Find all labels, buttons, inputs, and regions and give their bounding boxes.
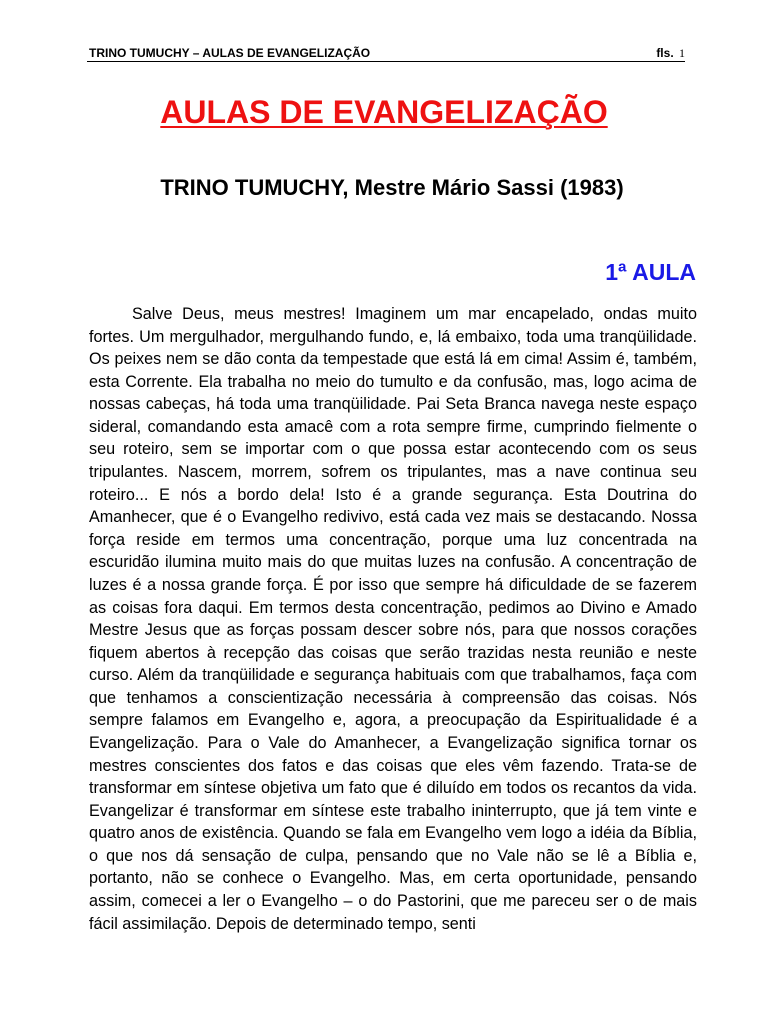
lesson-heading: 1ª AULA	[605, 259, 696, 285]
body-paragraph: Salve Deus, meus mestres! Imaginem um mar encapelado, ondas muito fortes. Um mergulhador, mergulhando fundo, e, lá embaixo, toda uma tranqüilidade. Os peixes nem se dão conta da tempestade que está lá em cima! Assim é, também, esta Corrente. Ela trabalha no meio do tumulto e da confusão, mas, logo acima de nossas cabeças, há toda uma tranqüilidade. Pai Seta Branca navega neste espaço sideral, comandando esta amacê com a rota sempre firme, cumprindo fielmente o seu roteiro, sem se importar com o que possa estar acontecendo com os seus tripulantes. Nascem, morrem, sofrem os tripulantes, mas a nave continua seu roteiro... E nós a bordo dela! Isto é a grande segurança. Esta Doutrina do Amanhecer, que é o Evangelho redivivo, está cada vez mais se destacando. Nossa força reside em termos uma concentração, porque uma luz concentrada na escuridão ilumina muito mais do que muitas luzes na confusão. A concentração de luzes é a nossa grande força. É por isso que sempre há dificuldade de se fazerem as coisas fora daqui. Em termos desta concentração, pedimos ao Divino e Amado Mestre Jesus que as forças possam descer sobre nós, para que nossos corações fiquem abertos à recepção das coisas que serão trazidas nesta reunião e neste curso. Além da tranqüilidade e segurança habituais com que trabalhamos, faça com que tenhamos a conscientização necessária à compreensão das coisas. Nós sempre falamos em Evangelho e, agora, a preocupação da Espiritualidade é a Evangelização. Para o Vale do Amanhecer, a Evangelização significa tornar os mestres conscientes dos fatos e das coisas que eles vêm fazendo. Trata-se de transformar em síntese objetiva um fato que é diluído em todos os recantos da vida. Evangelizar é transformar em síntese este trabalho ininterrupto, que já tem vinte e quatro anos de existência. Quando se fala em Evangelho vem logo a idéia da Bíblia, o que nos dá sensação de culpa, pensando que no Vale não se lê a Bíblia e, portanto, não se conhece o Evangelho. Mas, em certa oportunidade, pensando assim, comecei a ler o Evangelho – o do Pastorini, que me pareceu ser o de mais fácil assimilação. Depois de determinado tempo, senti	[89, 305, 697, 933]
header-title: TRINO TUMUCHY – AULAS DE EVANGELIZAÇÃO	[89, 46, 371, 60]
page-number-label	[656, 45, 685, 61]
page-header	[87, 45, 685, 62]
folio-label: fls.	[656, 46, 674, 60]
document-title: AULAS DE EVANGELIZAÇÃO	[160, 94, 608, 130]
document-subtitle: TRINO TUMUCHY, Mestre Mário Sassi (1983)	[160, 175, 624, 200]
page-number: 1	[679, 46, 685, 60]
